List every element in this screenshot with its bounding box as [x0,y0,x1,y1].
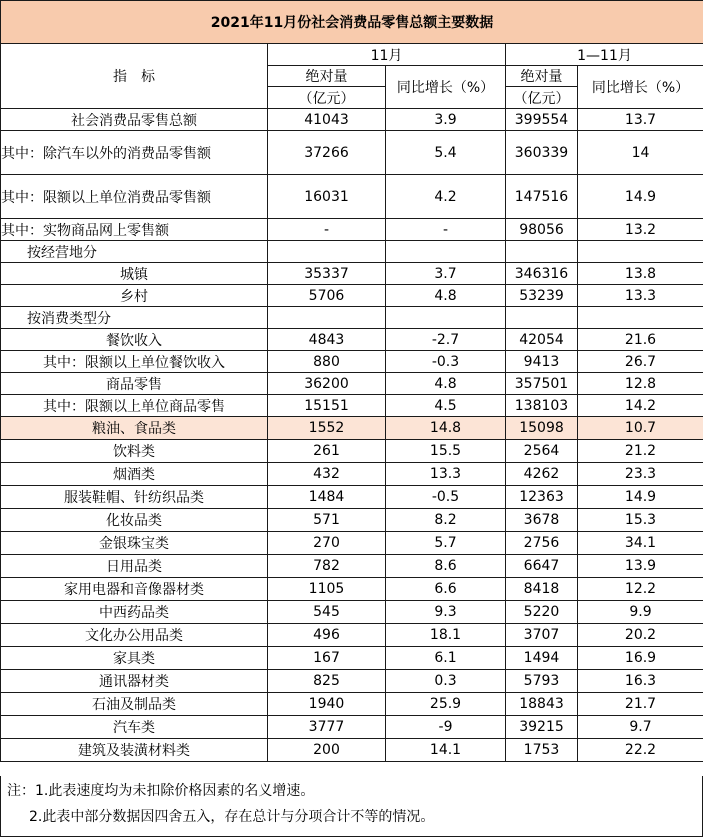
row-ytd-yoy: 9.7 [578,716,703,739]
row-indicator: 服装鞋帽、针纺织品类 [1,486,268,509]
row-ytd-yoy: 14.2 [578,395,703,417]
row-ytd-abs: 5793 [506,670,578,693]
period-header-ytd: 1—11月 [506,44,703,66]
row-month-yoy: 8.6 [386,555,506,578]
row-month-yoy: 4.8 [386,373,506,395]
title-row [1,1,703,44]
row-indicator: 家具类 [1,647,268,670]
row-month-abs: 825 [268,670,386,693]
row-ytd-yoy: 21.7 [578,693,703,716]
table-notes [0,776,703,837]
row-ytd-yoy: 14 [578,131,703,175]
row-indicator: 其中：限额以上单位商品零售 [1,395,268,417]
row-month-yoy: 4.5 [386,395,506,417]
row-month-yoy: 4.2 [386,175,506,219]
row-month-yoy: -9 [386,716,506,739]
row-ytd-abs [506,307,578,329]
row-ytd-yoy: 16.9 [578,647,703,670]
row-ytd-abs: 9413 [506,351,578,373]
row-indicator: 文化办公用品类 [1,624,268,647]
row-month-abs [268,307,386,329]
row-month-yoy: -0.5 [386,486,506,509]
row-ytd-yoy: 12.2 [578,578,703,601]
row-indicator: 乡村 [1,285,268,307]
table-row [1,486,703,509]
table-row [1,555,703,578]
row-month-abs: 37266 [268,131,386,175]
row-indicator: 建筑及装潢材料类 [1,739,268,762]
indicator-header: 指 标 [1,44,268,109]
row-month-abs: 432 [268,463,386,486]
row-month-yoy: 18.1 [386,624,506,647]
row-ytd-abs: 3707 [506,624,578,647]
table-row [1,509,703,532]
table-row [1,578,703,601]
row-indicator: 汽车类 [1,716,268,739]
table-row [1,131,703,175]
row-month-yoy: 4.8 [386,285,506,307]
row-ytd-abs: 5220 [506,601,578,624]
table-row [1,739,703,762]
table-row [1,263,703,285]
row-ytd-yoy: 13.3 [578,285,703,307]
row-ytd-yoy: 10.7 [578,417,703,440]
row-ytd-yoy: 16.3 [578,670,703,693]
row-month-abs: 3777 [268,716,386,739]
row-indicator: 餐饮收入 [1,329,268,351]
row-month-yoy: 14.1 [386,739,506,762]
row-ytd-yoy: 22.2 [578,739,703,762]
row-indicator: 日用品类 [1,555,268,578]
row-ytd-yoy: 21.6 [578,329,703,351]
row-ytd-abs: 2756 [506,532,578,555]
row-indicator: 金银珠宝类 [1,532,268,555]
table-row [1,716,703,739]
row-indicator: 按经营地分 [1,241,268,263]
row-indicator: 石油及制品类 [1,693,268,716]
row-ytd-abs: 2564 [506,440,578,463]
row-ytd-abs: 357501 [506,373,578,395]
table-row [1,395,703,417]
row-month-abs: 4843 [268,329,386,351]
row-month-yoy: 9.3 [386,601,506,624]
row-ytd-abs: 4262 [506,463,578,486]
row-ytd-abs: 399554 [506,109,578,131]
row-month-abs: 167 [268,647,386,670]
table-row [1,647,703,670]
row-ytd-abs: 1494 [506,647,578,670]
row-ytd-abs: 360339 [506,131,578,175]
row-ytd-abs: 3678 [506,509,578,532]
table-row [1,373,703,395]
row-month-yoy: 15.5 [386,440,506,463]
row-indicator: 社会消费品零售总额 [1,109,268,131]
row-ytd-abs: 138103 [506,395,578,417]
row-month-abs [268,241,386,263]
row-month-yoy [386,241,506,263]
row-ytd-yoy: 20.2 [578,624,703,647]
month-abs-unit: （亿元） [268,87,386,109]
row-month-abs: 1105 [268,578,386,601]
row-month-abs: 496 [268,624,386,647]
row-indicator: 粮油、食品类 [1,417,268,440]
row-ytd-abs: 1753 [506,739,578,762]
row-month-abs: 270 [268,532,386,555]
row-month-abs: 200 [268,739,386,762]
row-ytd-yoy: 13.8 [578,263,703,285]
row-month-abs: 41043 [268,109,386,131]
row-ytd-yoy: 13.2 [578,219,703,241]
row-month-yoy: 13.3 [386,463,506,486]
row-month-abs: 1484 [268,486,386,509]
row-month-abs: 261 [268,440,386,463]
row-ytd-abs: 8418 [506,578,578,601]
row-indicator: 饮料类 [1,440,268,463]
row-ytd-yoy [578,307,703,329]
row-month-abs: 35337 [268,263,386,285]
row-ytd-abs: 18843 [506,693,578,716]
row-indicator: 中西药品类 [1,601,268,624]
row-indicator: 化妆品类 [1,509,268,532]
row-indicator: 商品零售 [1,373,268,395]
row-ytd-abs: 42054 [506,329,578,351]
row-indicator: 其中：限额以上单位消费品零售额 [1,175,268,219]
row-ytd-yoy: 14.9 [578,175,703,219]
row-month-yoy: 3.9 [386,109,506,131]
row-ytd-abs: 346316 [506,263,578,285]
row-indicator: 城镇 [1,263,268,285]
row-ytd-yoy: 21.2 [578,440,703,463]
table-row [1,417,703,440]
table-row [1,285,703,307]
table-row [1,351,703,373]
row-indicator: 按消费类型分 [1,307,268,329]
row-month-yoy [386,307,506,329]
row-ytd-yoy: 12.8 [578,373,703,395]
row-ytd-yoy: 34.1 [578,532,703,555]
ytd-abs-header: 绝对量 [506,66,578,87]
row-ytd-abs: 147516 [506,175,578,219]
table-row [1,307,703,329]
row-month-yoy: 25.9 [386,693,506,716]
table-row [1,693,703,716]
table-row [1,109,703,131]
row-ytd-yoy [578,241,703,263]
row-ytd-yoy: 15.3 [578,509,703,532]
row-month-yoy: 5.7 [386,532,506,555]
row-month-yoy: 8.2 [386,509,506,532]
row-ytd-yoy: 23.3 [578,463,703,486]
row-month-yoy: - [386,219,506,241]
row-ytd-abs [506,241,578,263]
row-ytd-yoy: 13.9 [578,555,703,578]
row-month-abs: 782 [268,555,386,578]
table-row [1,329,703,351]
table-row [1,463,703,486]
row-month-abs: 15151 [268,395,386,417]
row-month-yoy: 0.3 [386,670,506,693]
table-row [1,601,703,624]
table-row [1,670,703,693]
row-ytd-yoy: 26.7 [578,351,703,373]
row-indicator: 家用电器和音像器材类 [1,578,268,601]
period-header-month: 11月 [268,44,506,66]
row-month-abs: - [268,219,386,241]
row-ytd-abs: 15098 [506,417,578,440]
row-month-yoy: 6.6 [386,578,506,601]
note-line-2: 2.此表中部分数据因四舍五入，存在总计与分项合计不等的情况。 [1,804,702,830]
row-ytd-abs: 12363 [506,486,578,509]
row-indicator: 其中：除汽车以外的消费品零售额 [1,131,268,175]
row-month-abs: 5706 [268,285,386,307]
table-row [1,219,703,241]
row-month-yoy: 5.4 [386,131,506,175]
row-indicator: 其中：实物商品网上零售额 [1,219,268,241]
table-body [1,109,703,762]
ytd-yoy-header: 同比增长（%） [578,66,703,109]
row-ytd-abs: 53239 [506,285,578,307]
row-indicator: 其中：限额以上单位餐饮收入 [1,351,268,373]
table-title: 2021年11月份社会消费品零售总额主要数据 [1,1,703,44]
row-ytd-abs: 39215 [506,716,578,739]
row-month-abs: 545 [268,601,386,624]
ytd-abs-unit: （亿元） [506,87,578,109]
row-indicator: 通讯器材类 [1,670,268,693]
note-line-1: 注：1.此表速度均为未扣除价格因素的名义增速。 [1,778,702,804]
row-month-yoy: -2.7 [386,329,506,351]
row-month-abs: 1552 [268,417,386,440]
row-ytd-abs: 98056 [506,219,578,241]
row-month-abs: 880 [268,351,386,373]
month-abs-header: 绝对量 [268,66,386,87]
table-row [1,175,703,219]
table-row [1,532,703,555]
row-month-yoy: 14.8 [386,417,506,440]
row-month-abs: 36200 [268,373,386,395]
row-month-yoy: -0.3 [386,351,506,373]
row-month-abs: 1940 [268,693,386,716]
table-row [1,241,703,263]
row-month-abs: 571 [268,509,386,532]
row-ytd-yoy: 14.9 [578,486,703,509]
row-ytd-abs: 6647 [506,555,578,578]
row-month-abs: 16031 [268,175,386,219]
row-indicator: 烟酒类 [1,463,268,486]
month-yoy-header: 同比增长（%） [386,66,506,109]
row-ytd-yoy: 9.9 [578,601,703,624]
table-row [1,624,703,647]
row-month-yoy: 3.7 [386,263,506,285]
row-month-yoy: 6.1 [386,647,506,670]
row-ytd-yoy: 13.7 [578,109,703,131]
header-row-1 [1,44,703,66]
table-row [1,440,703,463]
